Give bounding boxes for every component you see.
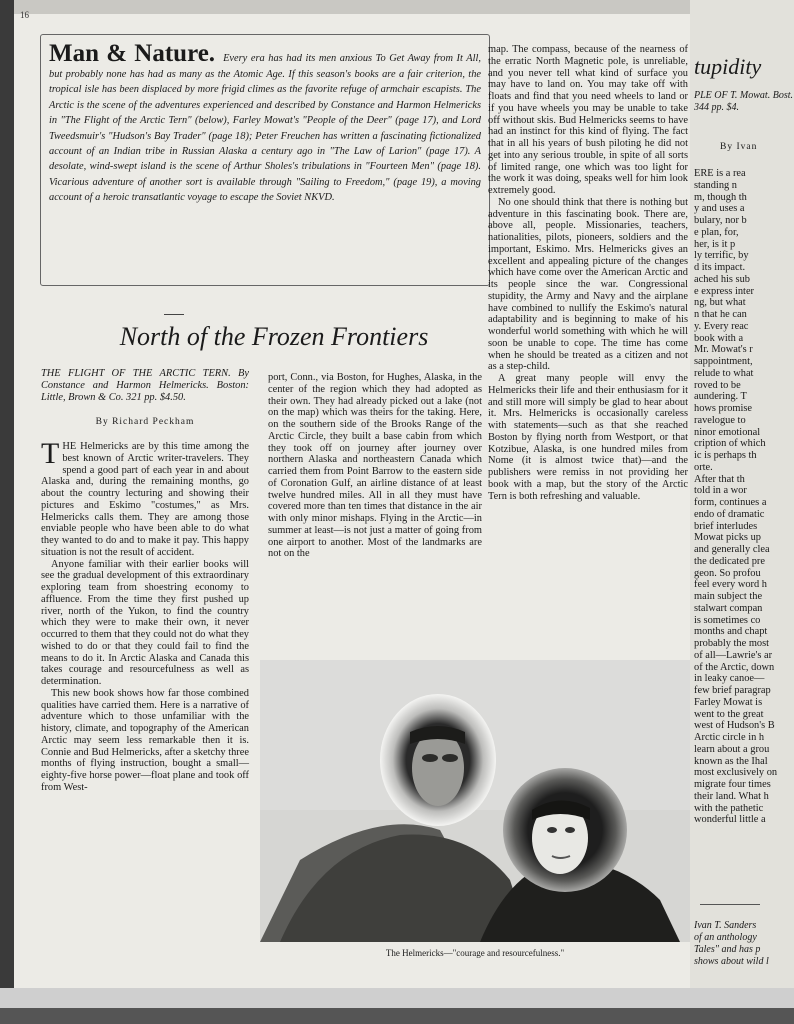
text-line: with the pathetic — [694, 802, 764, 814]
text-line: few brief paragrap — [694, 685, 771, 696]
text-line: of an anthology — [694, 932, 757, 943]
intro-title: Man & Nature. — [49, 40, 216, 67]
next-page-text — [694, 168, 794, 826]
text-line: wonderful little a — [694, 814, 766, 826]
text-line: bulary, nor b — [694, 215, 747, 226]
text-line: relude to what — [694, 367, 754, 379]
text-line: ng, but what — [694, 297, 746, 309]
text-line: y. Every reac — [694, 320, 749, 332]
text-line: months and chapt — [694, 626, 768, 638]
next-page-footnote — [694, 920, 794, 968]
text-line: d its impact. — [694, 262, 746, 273]
text-line: ravelogue to — [694, 414, 746, 426]
text-line: geon. So profou — [694, 567, 761, 579]
text-line: cription of which — [694, 438, 766, 450]
text-line: ic is perhaps th — [694, 450, 757, 461]
text-line: Mowat picks up — [694, 532, 761, 544]
article-headline: North of the Frozen Frontiers — [119, 322, 429, 351]
text-line: n that he can — [694, 309, 747, 320]
divider-rule — [164, 314, 184, 315]
text-line: and generally clea — [694, 544, 770, 555]
text-line: ly terrific, by — [694, 250, 749, 262]
next-page-title: tupidity — [694, 54, 762, 79]
text-line: is sometimes co — [694, 614, 761, 626]
text-line: shows about wild l — [694, 956, 769, 967]
helmericks-photo — [260, 660, 690, 942]
text-line: her, is it p — [694, 238, 736, 250]
text-line: form, continues a — [694, 497, 767, 508]
footnote-rule — [700, 904, 760, 905]
text-line: e express inter — [694, 285, 755, 297]
text-line: endo of dramatic — [694, 508, 765, 520]
text-line: sappointment, — [694, 356, 753, 367]
book-info: THE FLIGHT OF THE ARCTIC TERN. By Constance and Harmon Helmericks. Boston: Little, Brown & Co. 321 pp. $4.50. — [41, 368, 249, 403]
photo-illustration — [260, 660, 690, 942]
text-line: learn about a grou — [694, 743, 770, 755]
text-line: told in a wor — [694, 485, 747, 497]
text-line: of all—Lawrie's ar — [694, 649, 773, 661]
text-line: probably the most — [694, 638, 770, 649]
drop-cap: T — [41, 437, 60, 470]
article-column-2 — [268, 372, 482, 560]
text-line: e plan, for, — [694, 226, 739, 238]
text-line: roved to be — [694, 379, 741, 391]
text-line: of the Arctic, down — [694, 661, 775, 673]
text-line: Mr. Mowat's r — [694, 344, 753, 356]
photo-caption: The Helmericks—"courage and resourcefulness." — [385, 948, 565, 958]
text-line: their land. What h — [694, 790, 769, 802]
paragraph: map. The compass, because of the nearness of the erratic North Magnetic pole, is unreliable, and you never tell what kind of surface you may have to land on. You may take off with floats and find that you need wheels to land or if you have wheels you may be unable to take off without skis. Bud Helmericks seems to have had an instinct for this kind of flying. The fact that in all his years of bush piloting he did not get into any serious trouble, in spite of all sorts of limited range, one which was too light for the work it was doing, speaks well for him look extremely good. — [488, 44, 688, 196]
text-line: migrate four times — [694, 779, 771, 790]
text-line: Arctic circle in h — [694, 732, 765, 743]
text-line: main subject the — [694, 591, 763, 602]
text-line: brief interludes — [694, 520, 758, 532]
byline: By Richard Peckham — [95, 417, 195, 428]
scan-bottom-shadow — [0, 1008, 794, 1024]
paragraph: Anyone familiar with their earlier books will see the gradual development of this extraordinary exploring team from shoestring economy to affluence. From the time they first pushed up river, north of the Yukon, to find the country which they were to make their own, it never occurred to them that they could not do what they wished to do or that they could fail to find the means to do it. In Arctic Alaska and Canada this takes courage and resourcefulness as well as determination. — [41, 558, 249, 687]
text-line: feel every word h — [694, 579, 767, 591]
paragraph: This new book shows how far those combined qualities have carried them. Here is a narrative of adventure which to those unfamiliar with the history, climate, and topography of the American Arctic may seem less remarkable then it is. Connie and Bud Helmericks, after a sketchy three months of flying instruction, bought a small—eighty-five horse power—float plane and took off from West- — [41, 687, 249, 793]
next-page-byline: By Ivan — [720, 142, 758, 152]
text-line: hows promise — [694, 403, 753, 414]
article-column-3 — [488, 44, 688, 502]
text-line: orte. — [694, 461, 713, 473]
text-line: ERE is a rea — [694, 168, 746, 179]
text-line: ached his sub — [694, 273, 750, 285]
article-column-1 — [41, 368, 249, 794]
paragraph: THE Helmericks are by this time among the best known of Arctic writer-travelers. They spend a good part of each year in and about Alaska and, during the remaining months, go about the country lecturing and showing their pictures and Eskimo "costumes," as Mrs. Helmericks calls them. They are among those enviable people who have been able to do what they wanted to do and to make it pay. This happy situation is not the result of accident. — [41, 437, 249, 558]
page-number: 16 — [20, 10, 29, 20]
text-line: in leaky canoe— — [694, 673, 765, 685]
text-line: the dedicated pre — [694, 555, 765, 567]
paragraph: No one should think that there is nothing but adventure in this fascinating book. There are, above all, people. Missionaries, teachers, nationalities, pilots, pioneers, soldiers and the important, Eskimo. Mrs. Helmericks gives an excellent and appealing picture of the changes which have come over the American Arctic and its people since the war. Congressional stupidity, the Army and Navy and the airplane have combined to nullify the Eskimo's natural adaptability and is beginning to make of his wonderful world something with which he will soon be unable to cope. The time has come when he should be treated as a citizen and not as a step-child. — [488, 196, 688, 373]
page-top-edge — [14, 0, 690, 14]
text-line: aundering. T — [694, 391, 747, 403]
text-line: most exclusively on — [694, 767, 778, 779]
paragraph: port, Conn., via Boston, for Hughes, Alaska, in the center of the region which they had adopted as their own. They had already picked out a lake (not on the map) which was theirs for the taking. Here, on the southern side of the Brooks Range of the Arctic Circle, they built a base cabin from which they took off on journey after journey over northern Alaska and northeastern Canada which carried them from Point Barrow to the eastern side of Coronation Gulf, an airline distance of at least twelve hundred miles. All in all they must have covered more than ten times that distance in the air with only minor mishaps. Flying in the Arctic—in summer at least—is not just a matter of going from one airport to another. Most of the landmarks are not on the — [268, 372, 482, 560]
text-line: y and uses a — [694, 203, 745, 215]
text-line: book with a — [694, 332, 744, 344]
intro-box — [40, 34, 490, 286]
text-line: west of Hudson's B — [694, 720, 775, 732]
text-line: m, though th — [694, 191, 747, 203]
text-line: went to the great — [694, 708, 764, 720]
intro-text: Every era has had its men anxious To Get Away from It All, but probably none has had as many as the Atomic Age. If this season's books are a fair criterion, the tropical isle has been displaced by more frigid climes as the favorite refuge of armchair escapists. The Arctic is the scene of the adventures experienced and described by Constance and Harmon Helmericks in "The Flight of the Arctic Tern" (below), Farley Mowat's "People of the Deer" (page 17), and Lord Tweedsmuir's "Hudson's Bay Trader" (page 18); Peter Freuchen has written a fascinating fictionalized account of an Indian tribe in Russian Alaska a century ago in "The Law of Larion" (page 17). A desolate, wind-swept island is the scene of Arthur Sholes's tribulations in "Fourteen Men" (page 18). Vicarious adventure of another sort is available through "Sailing to Freedom," (page 19), a moving account of a heroic transatlantic voyage to escape the Soviet NKVD. — [49, 53, 481, 204]
paragraph: A great many people will envy the Helmericks their life and their enthusiasm for it and still more will simply be glad to hear about it. Mrs. Helmericks is occasionally careless with statements—such as that she reached Boston by flying north from Westport, or that Kotzibue, Alaska, is one hundred miles from Nome (it is almost twice that)—and the publishers were remiss in not providing her book with a map, but the story of the Arctic Tern is both refreshing and valuable. — [488, 373, 688, 502]
text-line: After that th — [694, 473, 745, 485]
text-line: Tales" and has p — [694, 944, 761, 955]
text-line: stalwart compan — [694, 602, 763, 614]
text-line: Ivan T. Sanders — [694, 920, 757, 931]
text-line: known as the Ihal — [694, 755, 768, 767]
magazine-page — [14, 0, 690, 1000]
text-line: Farley Mowat is — [694, 696, 763, 708]
next-page-edge — [690, 0, 794, 1000]
text-line: standing n — [694, 179, 738, 191]
next-page-book-info: PLE OF T. Mowat. Bost. 344 pp. $4. — [694, 90, 793, 113]
text-line: ninor emotional — [694, 426, 761, 438]
